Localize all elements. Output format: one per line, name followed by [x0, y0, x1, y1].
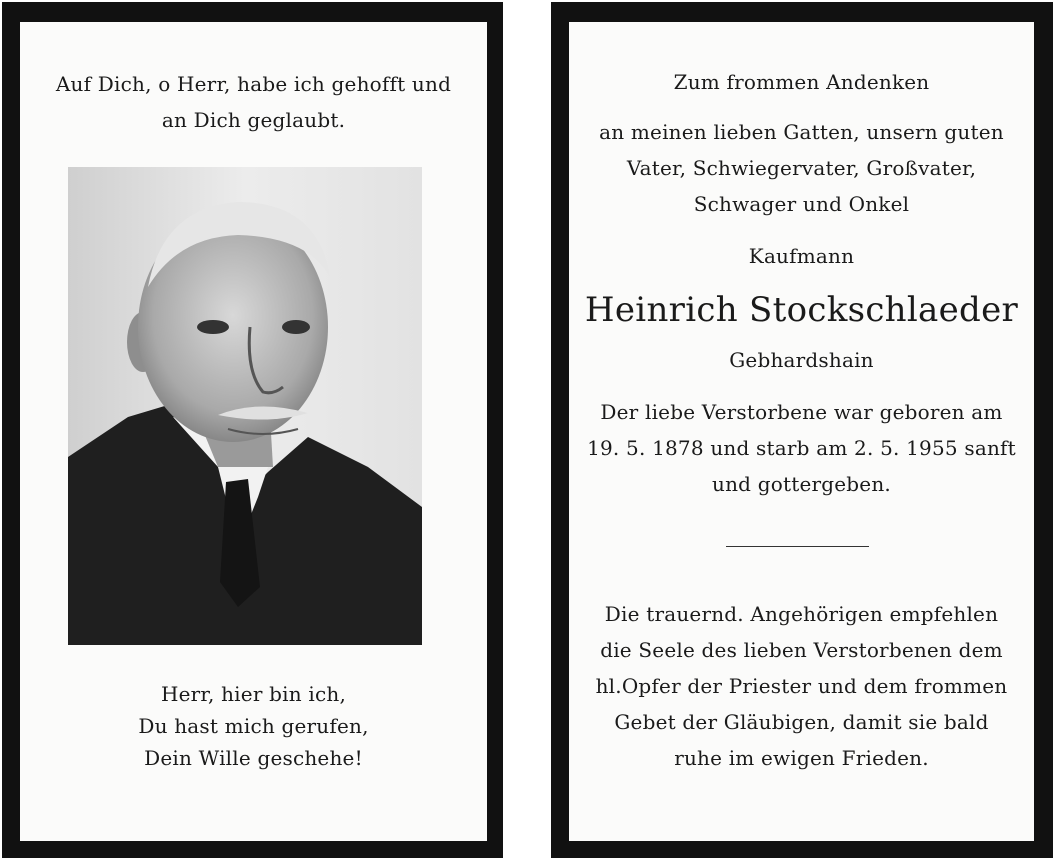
- motto-line: an Dich geglaubt.: [161, 108, 346, 132]
- divider-line: [726, 546, 869, 547]
- place-line: Gebhardshain: [729, 348, 874, 372]
- card-right-inner: [569, 22, 1034, 841]
- dates-text: [569, 394, 1034, 502]
- prayer-line: Du hast mich gerufen,: [138, 714, 369, 738]
- intro-heading: [569, 64, 1034, 100]
- dedication-line: an meinen lieben Gatten, unsern guten: [599, 120, 1004, 144]
- dates-line: und gottergeben.: [712, 472, 891, 496]
- card-left-inner: [20, 22, 487, 841]
- profession-label: [569, 238, 1034, 274]
- dedication-line: Vater, Schwiegervater, Großvater,: [626, 156, 977, 180]
- dates-line: Der liebe Verstorbene war geboren am: [600, 400, 1003, 424]
- prayer-line: Herr, hier bin ich,: [160, 682, 347, 706]
- mourning-line: hl.Opfer der Priester und dem frommen: [595, 674, 1008, 698]
- memorial-card-right: [551, 2, 1053, 858]
- mourning-text: [569, 596, 1034, 776]
- prayer-text: [20, 678, 487, 774]
- portrait-photo: [68, 167, 422, 645]
- place-label: [569, 342, 1034, 378]
- mourning-line: ruhe im ewigen Frieden.: [674, 746, 929, 770]
- mourning-line: Gebet der Gläubigen, damit sie bald: [614, 710, 989, 734]
- deceased-name: Heinrich Stockschlaeder: [584, 290, 1019, 330]
- dates-line: 19. 5. 1878 und starb am 2. 5. 1955 sanft: [587, 436, 1016, 460]
- profession-line: Kaufmann: [748, 244, 855, 268]
- mourning-line: die Seele des lieben Verstorbenen dem: [600, 638, 1003, 662]
- motto-line: Auf Dich, o Herr, habe ich gehofft und: [55, 72, 452, 96]
- intro-line: Zum frommen Andenken: [673, 70, 930, 94]
- dedication-line: Schwager und Onkel: [693, 192, 910, 216]
- memorial-card-left: [2, 2, 503, 858]
- mourning-line: Die trauernd. Angehörigen empfehlen: [604, 602, 999, 626]
- motto-text: [20, 66, 487, 138]
- dedication-text: [569, 114, 1034, 222]
- prayer-line: Dein Wille geschehe!: [144, 746, 363, 770]
